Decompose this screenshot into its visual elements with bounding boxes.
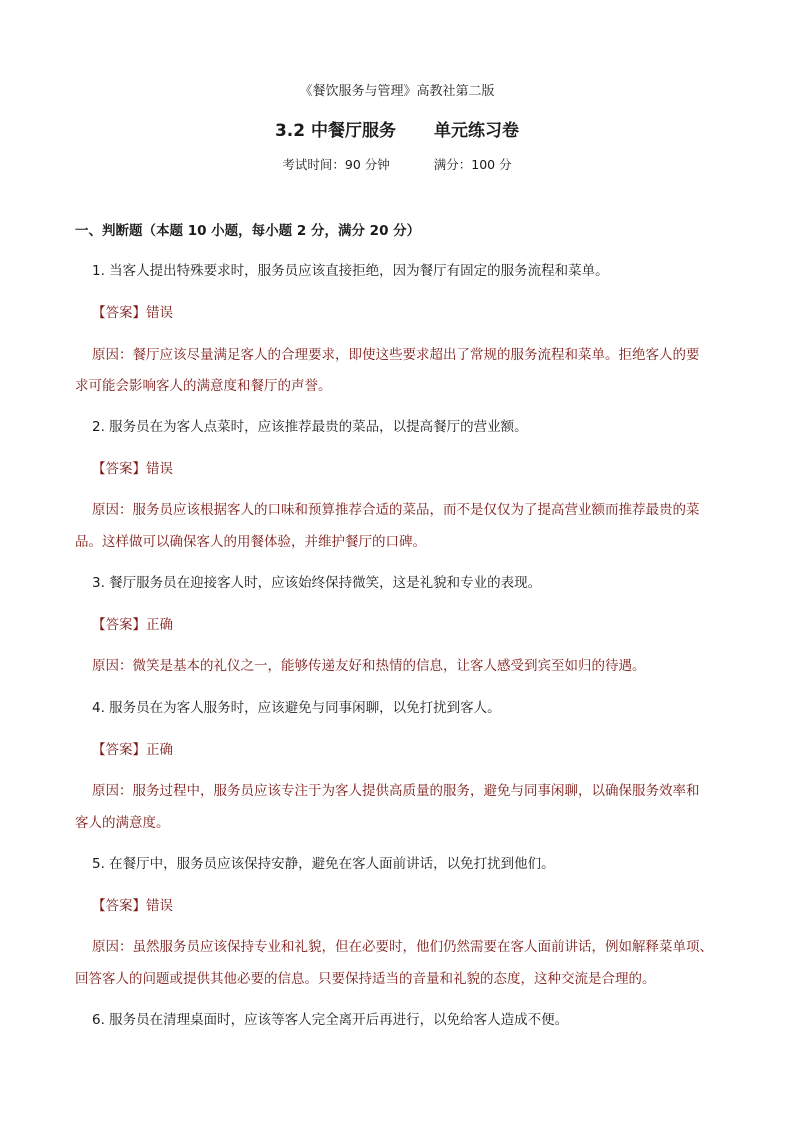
question-text: 4. 服务员在为客人服务时，应该避免与同事闲聊，以免打扰到客人。 [92,700,501,716]
question-text: 1. 当客人提出特殊要求时，服务员应该直接拒绝，因为餐厅有固定的服务流程和菜单。 [92,263,609,279]
answer-label: 【答案】错误 [92,898,173,914]
answer-label: 【答案】错误 [92,305,173,321]
question-text: 3. 餐厅服务员在迎接客人时，应该始终保持微笑，这是礼貌和专业的表现。 [92,575,542,591]
question-text: 5. 在餐厅中，服务员应该保持安静，避免在客人面前讲话，以免打扰到他们。 [92,856,555,872]
question-text: 2. 服务员在为客人点菜时，应该推荐最贵的菜品，以提高餐厅的营业额。 [92,419,528,435]
exam-score: 满分：100 分 [433,157,512,172]
title-paper: 单元练习卷 [434,121,520,141]
textbook-subtitle: 《餐饮服务与管理》高教社第二版 [299,84,495,99]
reason-text: 品。这样做可以确保客人的用餐体验，并维护餐厅的口碑。 [75,534,426,550]
answer-label: 【答案】正确 [92,617,173,633]
reason-text: 回答客人的问题或提供其他必要的信息。只要保持适当的音量和礼貌的态度，这种交流是合理的。 [75,971,656,987]
answer-label: 【答案】正确 [92,742,173,758]
exam-time: 考试时间：90 分钟 [282,157,390,172]
answer-label: 【答案】错误 [92,461,173,477]
reason-text: 原因：服务过程中，服务员应该专注于为客人提供高质量的服务，避免与同事闲聊，以确保服务效率和 [92,783,700,799]
page-title [0,116,794,141]
question-text: 6. 服务员在清理桌面时，应该等客人完全离开后再进行，以免给客人造成不便。 [92,1012,569,1028]
reason-text: 原因：餐厅应该尽量满足客人的合理要求，即使这些要求超出了常规的服务流程和菜单。拒绝客人的要 [92,347,700,363]
reason-text: 原因：虽然服务员应该保持专业和礼貌，但在必要时，他们仍然需要在客人面前讲话，例如解释菜单项、 [92,939,713,955]
reason-text: 求可能会影响客人的满意度和餐厅的声誉。 [75,378,332,394]
reason-text: 客人的满意度。 [75,815,170,831]
reason-text: 原因：服务员应该根据客人的口味和预算推荐合适的菜品，而不是仅仅为了提高营业额而推荐最贵的菜 [92,502,700,518]
reason-text: 原因：微笑是基本的礼仪之一，能够传递友好和热情的信息，让客人感受到宾至如归的待遇。 [92,658,646,674]
section-heading: 一、判断题（本题 10 小题，每小题 2 分，满分 20 分） [75,223,421,239]
exam-meta [0,155,794,173]
title-unit: 3.2 中餐厅服务 [274,121,397,141]
